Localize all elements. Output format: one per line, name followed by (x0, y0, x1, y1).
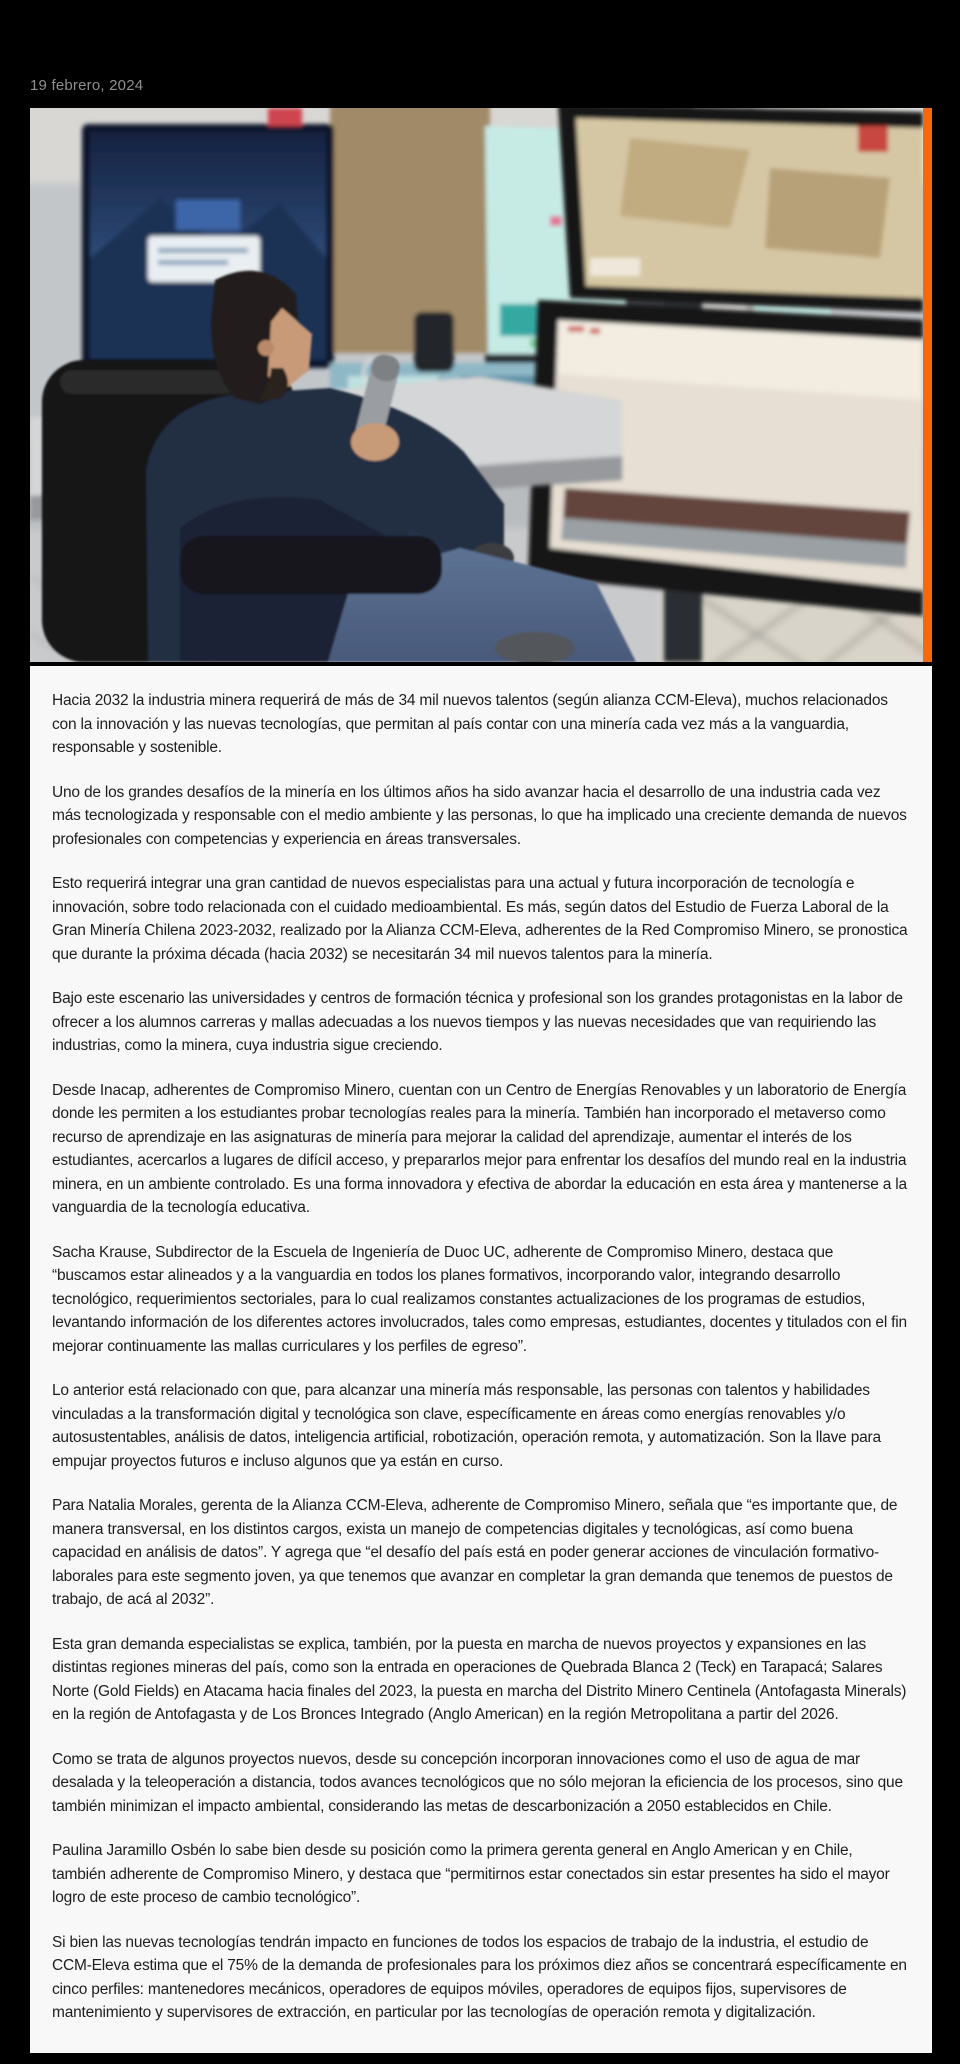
hero-image (30, 108, 932, 662)
article-paragraph: Esta gran demanda especialistas se explica, también, por la puesta en marcha de nuevos proyectos y expansiones en las distintas regiones mineras del país, como son la entrada en operaciones de Quebrada Blanca 2 (Teck) en Tarapacá; Salares Norte (Gold Fields) en Atacama hacia finales del 2023, la puesta en marcha del Distrito Minero Centinela (Antofagasta Minerals) en la región de Antofagasta y de Los Bronces Integrado (Anglo American) en la región Metropolitana a partir del 2026. (52, 1635, 907, 1723)
article-paragraph: Lo anterior está relacionado con que, para alcanzar una minería más responsable, las personas con talentos y habilidades vinculadas a la transformación digital y tecnológica son clave, específicamente en áreas como energías renovables y/o autosustentables, análisis de datos, inteligencia artificial, robotización, operación remota, y automatización. Son la llave para empujar proyectos futuros e incluso algunos que ya están en curso. (52, 1382, 881, 1470)
article-paragraph: Esto requerirá integrar una gran cantidad de nuevos especialistas para una actual y futura incorporación de tecnología e innovación, sobre todo relacionada con el cuidado medioambiental. Es más, según datos del Estudio de Fuerza Laboral de la Gran Minería Chilena 2023-2032, realizado por la Alianza CCM-Eleva, adherentes de la Red Compromiso Minero, se pronostica que durante la próxima década (hacia 2032) se necesitarán 34 mil nuevos talentos para la minería. (52, 875, 908, 963)
control-room-photo (30, 108, 923, 662)
article-paragraph: Para Natalia Morales, gerenta de la Alianza CCM-Eleva, adherente de Compromiso Minero, señala que “es importante que, de manera transversal, en los distintos cargos, exista un manejo de competencias digitales y tecnológicas, así como buena capacidad en análisis de datos”. Y agrega que “el desafío del país está en poder generar acciones de vinculación formativo-laborales para este segmento joven, ya que tenemos que avanzar en completar la gran demanda que tenemos de puestos de trabajo, de acá al 2032”. (52, 1497, 898, 1608)
article-paragraph: Desde Inacap, adherentes de Compromiso Minero, cuentan con un Centro de Energías Renovables y un laboratorio de Energía donde les permiten a los estudiantes probar tecnologías reales para la minería. También han incorporado el metaverso como recurso de aprendizaje en las asignaturas de minería para mejorar la calidad del aprendizaje, aumentar el interés de los estudiantes, acercarlos a lugares de difícil acceso, y prepararlos mejor para enfrentar los desafíos del mundo real en la industria minera, en un ambiente controlado. Es una forma innovadora y efectiva de abordar la educación en esta área y mantenerse a la vanguardia de la tecnología educativa. (52, 1081, 907, 1216)
article-body (30, 666, 932, 2053)
article-paragraph: Paulina Jaramillo Osbén lo sabe bien desde su posición como la primera gerenta general en Anglo American y en Chile, también adherente de Compromiso Minero, y destaca que “permitirnos estar conectados sin estar presentes ha sido el mayor logro de este proceso de cambio tecnológico”. (52, 1842, 890, 1906)
article-paragraph: Sacha Krause, Subdirector de la Escuela de Ingeniería de Duoc UC, adherente de Compromiso Minero, destaca que “buscamos estar alineados y a la vanguardia en todos los planes formativos, incorporando valor, integrando desarrollo tecnológico, requerimientos sectoriales, para lo cual realizamos constantes actualizaciones de los programas de estudios, levantando información de los diferentes actores involucrados, tales como empresas, estudiantes, docentes y titulados con el fin mejorar continuamente las mallas curriculares y los perfiles de egreso”. (52, 1243, 907, 1355)
article-paragraph: Uno de los grandes desafíos de la minería en los últimos años ha sido avanzar hacia el desarrollo de una industria cada vez más tecnologizada y responsable con el medio ambiente y las personas, lo que ha implicado una creciente demanda de nuevos profesionales con competencias y experiencia en áreas transversales. (52, 783, 907, 848)
article-paragraph: Si bien las nuevas tecnologías tendrán impacto en funciones de todos los espacios de trabajo de la industria, el estudio de CCM-Eleva estima que el 75% de la demanda de profesionales para los próximos diez años se concentrará específicamente en cinco perfiles: mantenedores mecánicos, operadores de equipos móviles, operadores de equipos fijos, supervisores de mantenimiento y supervisores de extracción, en particular por las tecnologías de operación remota y digitalización. (52, 1933, 907, 2021)
hero-accent-bar (923, 108, 932, 662)
article-date: 19 febrero, 2024 (30, 77, 144, 94)
article-paragraph: Como se trata de algunos proyectos nuevos, desde su concepción incorporan innovaciones como el uso de agua de mar desalada y la teleoperación a distancia, todos avances tecnológicos que no sólo mejoran la eficiencia de los procesos, sino que también minimizan el impacto ambiental, considerando las metas de descarbonización a 2050 establecidos en Chile. (52, 1750, 903, 1815)
article-paragraph: Hacia 2032 la industria minera requerirá de más de 34 mil nuevos talentos (según alianza CCM-Eleva), muchos relacionados con la innovación y las nuevas tecnologías, que permitan al país contar con una minería cada vez más a la vanguardia, responsable y sostenible. (52, 692, 888, 756)
article-paragraph: Bajo este escenario las universidades y centros de formación técnica y profesional son los grandes protagonistas en la labor de ofrecer a los alumnos carreras y mallas adecuadas a los nuevos tiempos y las nuevas necesidades que van requiriendo las industrias, como la minera, cuya industria sigue creciendo. (52, 990, 903, 1054)
right-monitors (528, 108, 923, 662)
